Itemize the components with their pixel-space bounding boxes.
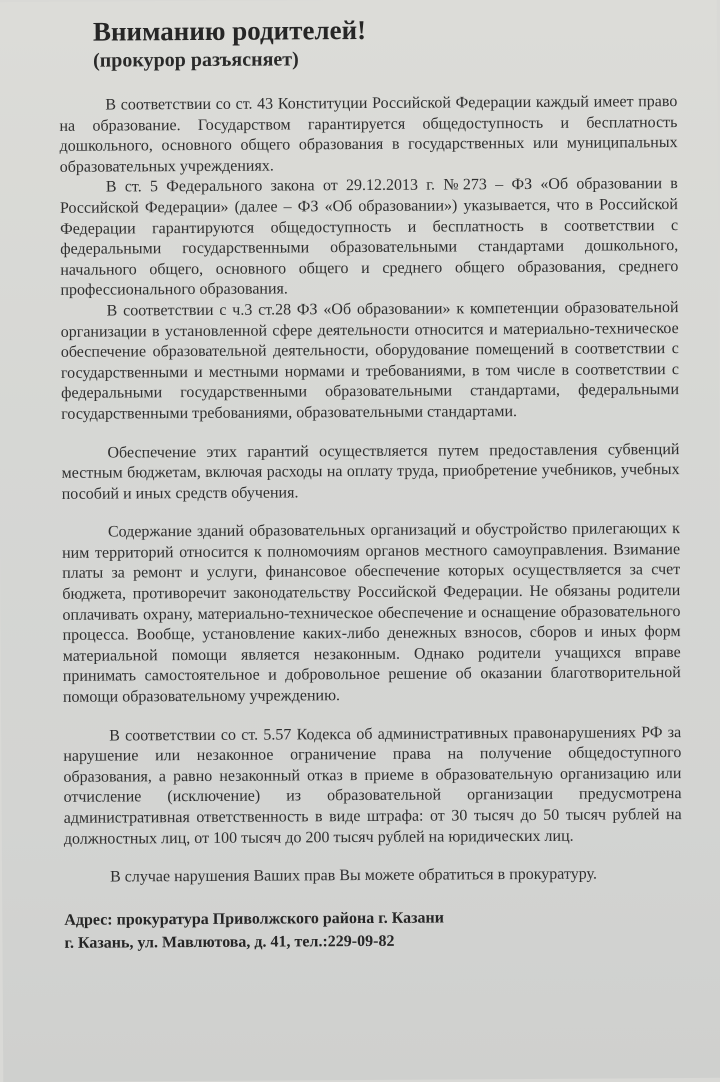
paragraph-administrative-code: В соответствии со ст. 5.57 Кодекса об административных правонарушениях РФ за нарушение или незаконное ограничение права на получение общедоступного образования, а равно незаконный отказ в приеме в образовательную организацию или отчисление (исключение) из образовательной организации предусмотрена административная ответственность в виде штрафа: от 30 тысяч до 50 тысяч рублей на должностных лиц, от 100 тысяч до 200 тысяч рублей на юридических лиц. xyxy=(63,723,682,848)
paragraph-constitution: В соответствии со ст. 43 Конституции Российской Федерации каждый имеет право на образование. Государством гарантируется общедоступность и бесплатность дошкольного, основного общего образования в государственных или муниципальных образовательных учреждениях. xyxy=(59,93,678,176)
address-line-2: г. Казань, ул. Мавлютова, д. 41, тел.:229-09-82 xyxy=(64,932,395,952)
notice-title: Вниманию родителей! xyxy=(92,14,367,47)
prosecutor-address xyxy=(64,905,682,955)
paragraph-federal-law: В ст. 5 Федерального закона от 29.12.2013 г. №273 – ФЗ «Об образовании в Российской Федерации» (далее – ФЗ «Об образовании») указывается, что в Российской Федерации гарантируются общедоступность и бесплатность в соответствии с федеральными государственными образовательными стандартами дошкольного, начального общего, основного общего и среднего общего образования, среднего профессионального образования. xyxy=(59,175,679,300)
paragraph-maintenance: Содержание зданий образовательных организаций и обустройство прилегающих к ним территорий относится к полномочиям органов местного самоуправления. Взимание платы за ремонт и услуги, финансовое обеспечение которых осуществляется за счет бюджета, противоречит законодательству Российской Федерации. Не обязаны родители оплачивать охрану, материально-техническое обеспечение и оснащение образовательного процесса. Вообще, установление каких-либо денежных взносов, сборов и иных форм материальной помощи является незаконным. Однако родители учащихся вправе принимать самостоятельное и добровольное решение об оказании благотворительной помощи образовательному учреждению. xyxy=(62,520,681,706)
notice-subtitle: (прокурор разъясняет) xyxy=(92,48,299,72)
paragraph-competence: В соответствии с ч.3 ст.28 ФЗ «Об образовании» к компетенции образовательной организации в установленной сфере деятельности относится и материально-техническое обеспечение образовательной деятельности, оборудование помещений в соответствии с государственными и местными нормами и требованиями, в том числе в соответствии с федеральными государственными образовательными стандартами, федеральными государственными требованиями, образовательными стандартами. xyxy=(60,298,680,423)
paragraph-guarantees: Обеспечение этих гарантий осуществляется путем предоставления субвенций местным бюджетам, включая расходы на оплату труда, приобретение учебников, учебных пособий и иных средств обучения. xyxy=(61,440,680,503)
paragraph-contact-prosecutor: В случае нарушения Ваших прав Вы можете обратиться в прокуратуру. xyxy=(110,865,597,886)
address-line-1: Адрес: прокуратура Приволжского района г. Казани xyxy=(64,909,444,929)
